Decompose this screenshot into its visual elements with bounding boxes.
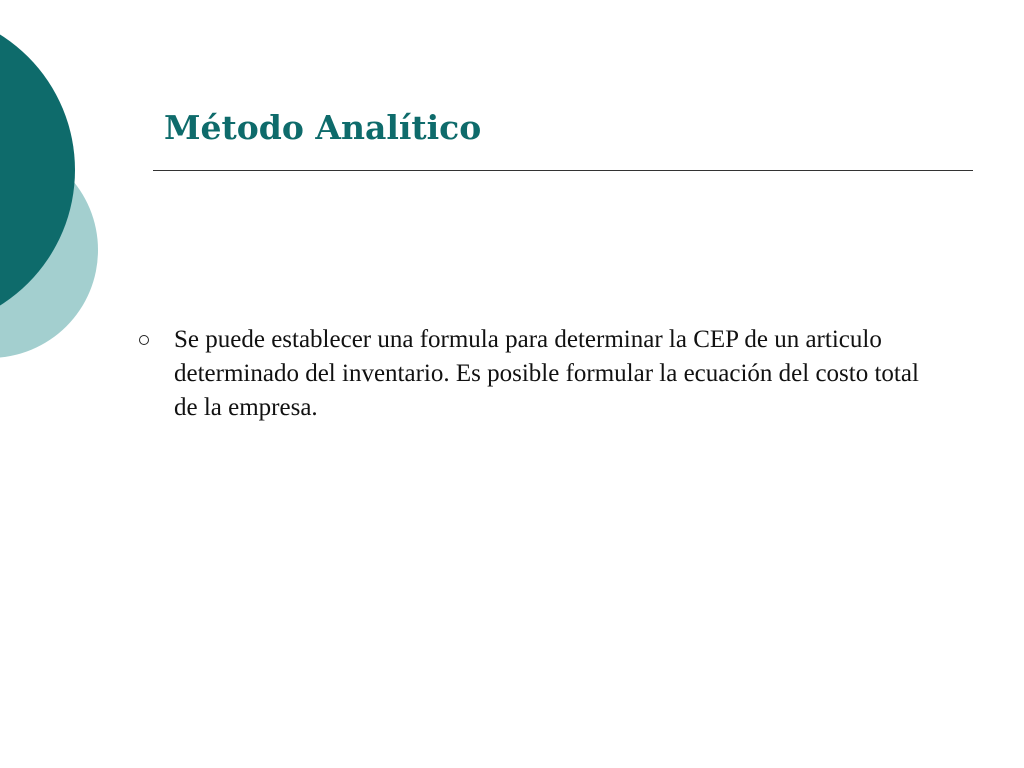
bullet-list <box>136 323 946 425</box>
bullet-text: Se puede establecer una formula para determinar la CEP de un articulo determinado del inventario. Es posible formular la ecuación del costo total de la empresa. <box>174 326 919 421</box>
slide-title: Método Analítico <box>164 108 482 147</box>
title-underline <box>153 170 973 171</box>
bullet-item <box>136 323 946 425</box>
decorative-circles <box>0 0 110 420</box>
hollow-circle-bullet-icon <box>139 335 149 345</box>
